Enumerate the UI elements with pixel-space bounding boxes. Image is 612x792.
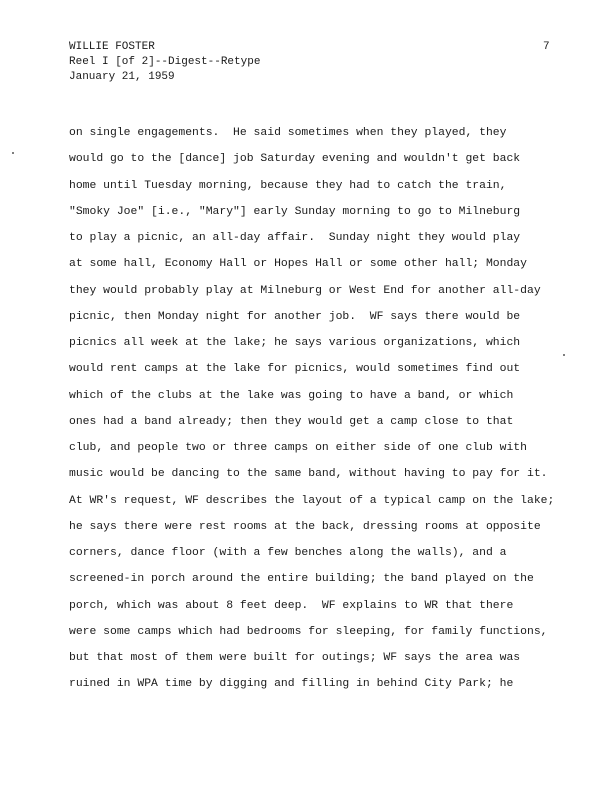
body-line: to play a picnic, an all-day affair. Sunday night they would play	[69, 232, 521, 244]
body-line: would rent camps at the lake for picnics, would sometimes find out	[69, 363, 521, 376]
body-line: porch, which was about 8 feet deep. WF explains to WR that there	[69, 599, 514, 612]
interviewee-name: WILLIE FOSTER	[69, 41, 155, 53]
body-line: picnics all week at the lake; he says various organizations, which	[69, 337, 521, 349]
body-line: they would probably play at Milneburg or West End for another all-day	[69, 284, 541, 297]
body-line: which of the clubs at the lake was going to have a band, or which	[69, 389, 514, 402]
reel-info: Reel I [of 2]--Digest--Retype	[69, 56, 261, 68]
body-line: ones had a band already; then they would get a camp close to that	[69, 415, 514, 428]
body-line: screened-in porch around the entire building; the band played on the	[69, 573, 534, 586]
body-line: At WR's request, WF describes the layout of a typical camp on the lake;	[69, 494, 555, 507]
transcript-body	[69, 120, 599, 698]
body-line: club, and people two or three camps on either side of one club with	[69, 442, 527, 454]
body-line: "Smoky Joe" [i.e., "Mary"] early Sunday morning to go to Milneburg	[69, 205, 521, 218]
page-number: 7	[543, 41, 550, 53]
body-line: picnic, then Monday night for another job. WF says there would be	[69, 310, 521, 323]
body-line: corners, dance floor (with a few benches along the walls), and a	[69, 547, 507, 559]
interview-date: January 21, 1959	[69, 71, 175, 83]
body-line: music would be dancing to the same band, without having to pay for it.	[69, 468, 548, 481]
body-line: ruined in WPA time by digging and filling in behind City Park; he	[69, 678, 514, 691]
scan-speck	[12, 152, 14, 154]
document-header	[69, 40, 260, 85]
body-line: he says there were rest rooms at the back, dressing rooms at opposite	[69, 520, 541, 533]
body-line: on single engagements. He said sometimes when they played, they	[69, 127, 507, 139]
body-line: would go to the [dance] job Saturday evening and wouldn't get back	[69, 153, 521, 166]
body-line: home until Tuesday morning, because they had to catch the train,	[69, 179, 507, 192]
body-line: but that most of them were built for outings; WF says the area was	[69, 652, 521, 664]
body-line: at some hall, Economy Hall or Hopes Hall or some other hall; Monday	[69, 258, 527, 271]
body-line: were some camps which had bedrooms for sleeping, for family functions,	[69, 625, 548, 638]
scan-speck	[563, 354, 565, 356]
